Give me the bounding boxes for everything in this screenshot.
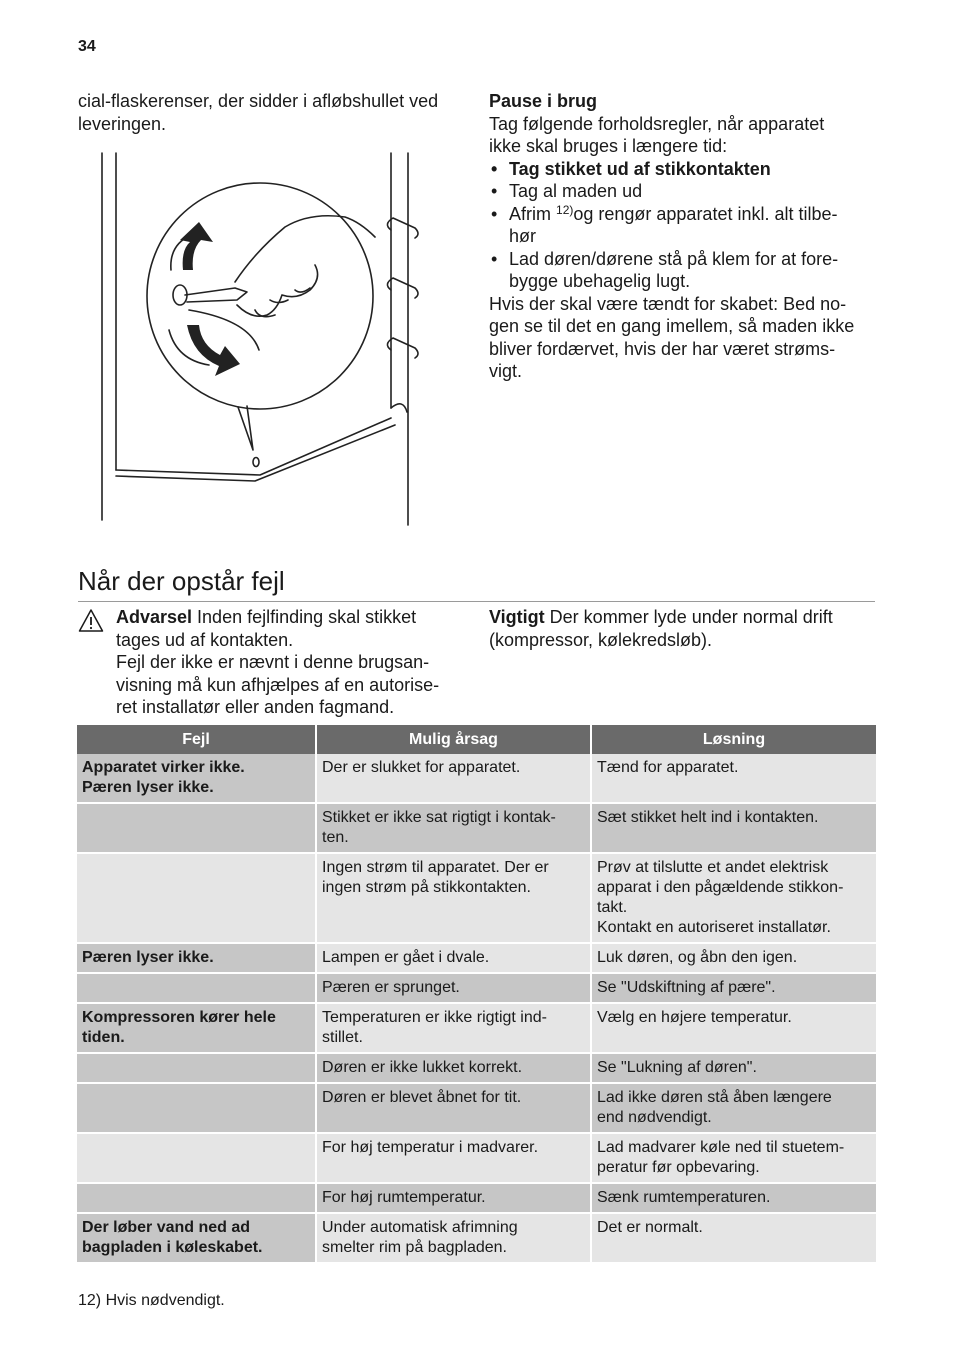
table-row [77, 1003, 876, 1053]
important-note: Vigtigt Der kommer lyde under normal drift (kompressor, kølekredsløb). [489, 607, 833, 650]
footnote: 12) Hvis nødvendigt. [78, 1292, 225, 1309]
list-item: • Lad døren/dørene stå på klem for at fore- bygge ubehagelig lugt. [489, 248, 884, 293]
list-item: • Tag stikket ud af stikkontakten [489, 158, 884, 181]
solution-cell: Tænd for apparatet. [591, 754, 876, 803]
section-title: Når der opstår fejl [78, 566, 285, 596]
table-header-row [77, 725, 876, 754]
warning-triangle-icon [78, 608, 104, 634]
drain-cleaning-illustration [95, 150, 425, 530]
solution-cell: Sænk rumtemperaturen. [591, 1183, 876, 1213]
table-row [77, 1213, 876, 1263]
solution-cell: Prøv at tilslutte et andet elektrisk apparat i den pågældende stikkon- takt. Kontakt en autoriseret installatør. [591, 853, 876, 943]
fault-cell [77, 853, 316, 943]
solution-cell: Se "Lukning af døren". [591, 1053, 876, 1083]
footnote-ref: 12) [556, 202, 574, 217]
list-item: • Tag al maden ud [489, 180, 884, 203]
table-row [77, 754, 876, 803]
table-row [77, 1133, 876, 1183]
cause-cell: Stikket er ikke sat rigtigt i kontak- ten. [316, 803, 591, 853]
pause-bullet-list [489, 158, 884, 293]
cause-cell: For høj rumtemperatur. [316, 1183, 591, 1213]
cause-cell: Under automatisk afrimning smelter rim på bagpladen. [316, 1213, 591, 1263]
solution-cell: Sæt stikket helt ind i kontakten. [591, 803, 876, 853]
fault-cell: Der løber vand ned ad bagpladen i køleskabet. [77, 1213, 316, 1263]
table-row [77, 1083, 876, 1133]
cause-cell: Døren er ikke lukket korrekt. [316, 1053, 591, 1083]
table-row [77, 853, 876, 943]
list-item: • Afrim $^{12)}$og rengør apparatet inkl. alt tilbe- hør [489, 203, 884, 248]
table-body [77, 754, 876, 1263]
solution-cell: Det er normalt. [591, 1213, 876, 1263]
fault-cell [77, 803, 316, 853]
pause-heading: Pause i brug [489, 91, 598, 111]
fault-cell [77, 1053, 316, 1083]
table-row [77, 943, 876, 973]
cause-cell: Der er slukket for apparatet. [316, 754, 591, 803]
intro-text: cial-flaskerenser, der sidder i afløbshullet ved leveringen. [78, 91, 439, 134]
pause-closing: Hvis der skal være tændt for skabet: Bed no- gen se til det en gang imellem, så maden ikke bliver fordærvet, hvis der har været strøms- vigt. [489, 293, 855, 381]
fault-cell [77, 1083, 316, 1133]
fault-cell [77, 1133, 316, 1183]
important-label: Vigtigt [489, 607, 545, 627]
troubleshooting-table [77, 725, 876, 1264]
cause-cell: Ingen strøm til apparatet. Der er ingen strøm på stikkontakten. [316, 853, 591, 943]
cause-cell: Lampen er gået i dvale. [316, 943, 591, 973]
table-row [77, 1183, 876, 1213]
cause-cell: Temperaturen er ikke rigtigt ind- stillet. [316, 1003, 591, 1053]
table-row [77, 973, 876, 1003]
cause-cell: Pæren er sprunget. [316, 973, 591, 1003]
warning-label: Advarsel [116, 607, 193, 627]
solution-cell: Se "Udskiftning af pære". [591, 973, 876, 1003]
fault-cell: Kompressoren kører hele tiden. [77, 1003, 316, 1053]
cause-cell: Døren er blevet åbnet for tit. [316, 1083, 591, 1133]
column-header-cause: Mulig årsag [316, 725, 591, 754]
pause-intro: Tag følgende forholdsregler, når apparatet ikke skal bruges i længere tid: [489, 113, 825, 156]
solution-cell: Lad madvarer køle ned til stuetem- peratur før opbevaring. [591, 1133, 876, 1183]
fault-cell: Pæren lyser ikke. [77, 943, 316, 973]
warning-note: Advarsel Inden fejlfinding skal stikket tages ud af kontakten. Fejl der ikke er nævnt i denne brugsan- visning må kun afhjælpes af en autorise- ret installatør eller anden fagmand. [116, 607, 440, 717]
table-row [77, 1053, 876, 1083]
fault-cell [77, 1183, 316, 1213]
solution-cell: Luk døren, og åbn den igen. [591, 943, 876, 973]
table-row [77, 803, 876, 853]
fault-cell [77, 973, 316, 1003]
section-divider [78, 601, 875, 602]
solution-cell: Lad ikke døren stå åben længere end nødvendigt. [591, 1083, 876, 1133]
solution-cell: Vælg en højere temperatur. [591, 1003, 876, 1053]
column-header-fault: Fejl [77, 725, 316, 754]
cause-cell: For høj temperatur i madvarer. [316, 1133, 591, 1183]
column-header-solution: Løsning [591, 725, 876, 754]
page-number: 34 [78, 38, 96, 55]
pause-in-use-section [489, 90, 884, 383]
fault-cell: Apparatet virker ikke. Pæren lyser ikke. [77, 754, 316, 803]
